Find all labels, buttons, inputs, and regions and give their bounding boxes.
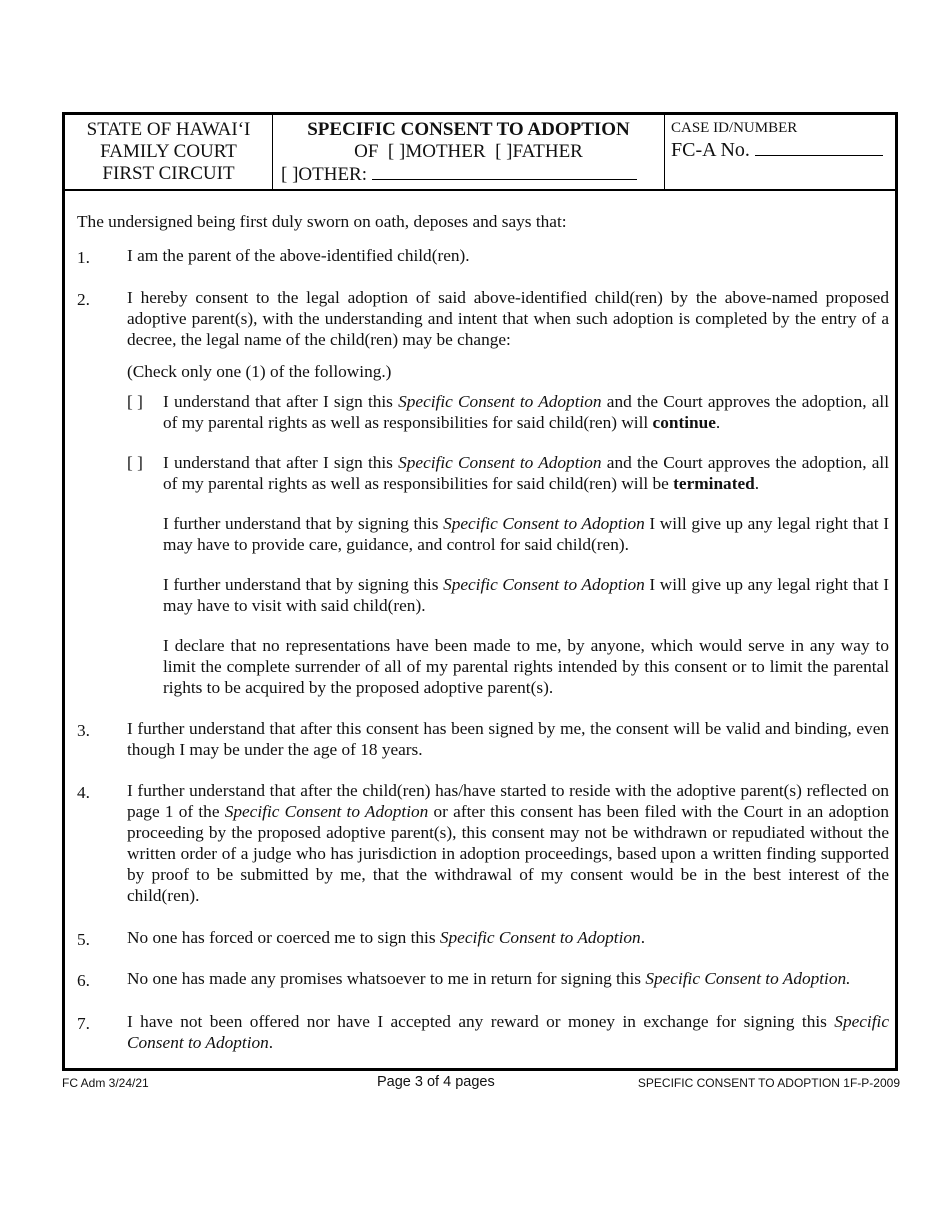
item-number: 7. xyxy=(77,1014,90,1033)
court-line-circuit: FIRST CIRCUIT xyxy=(102,163,235,184)
text-run: I further understand that by signing this xyxy=(163,514,444,533)
footer-page-number: Page 3 of 4 pages xyxy=(377,1074,495,1090)
option-text xyxy=(163,391,889,433)
text-run: I will give up any legal right that I may have to provide care, guidance, and control for said child(ren). xyxy=(163,514,889,554)
continue-checkbox[interactable]: [ ] xyxy=(127,392,143,411)
form-frame xyxy=(62,112,898,1071)
paragraph-declare: I declare that no representations have been made to me, by anyone, which would serve in any way to limit the complete surrender of all of my parental rights intended by this consent or to limit the parental rights to be acquired by the proposed adoptive parent(s). xyxy=(163,636,889,697)
text-run: I further understand that after the child(ren) has/have started to reside with the adoptive parent(s) reflected on page 1 of the xyxy=(127,781,889,821)
fca-line xyxy=(671,137,895,163)
text-run: . xyxy=(715,413,721,432)
case-id-label: CASE ID/NUMBER xyxy=(671,120,798,136)
item-number: 2. xyxy=(77,290,90,309)
intro-text: The undersigned being first duly sworn on oath, deposes and says that: xyxy=(77,212,567,231)
other-line xyxy=(273,163,664,186)
text-run: I will give up any legal right that I may have to visit with said child(ren). xyxy=(163,575,889,615)
item-text xyxy=(127,780,889,906)
continue-bold: continue xyxy=(652,413,716,432)
form-title: SPECIFIC CONSENT TO ADOPTION xyxy=(307,119,630,140)
parent-type-line xyxy=(273,141,664,163)
item-number: 6. xyxy=(77,971,90,990)
text-run: I further understand that by signing this xyxy=(163,575,444,594)
text-run: . xyxy=(268,1033,274,1052)
text-run: I have not been offered nor have I accepted any reward or money in exchange for signing this xyxy=(127,1012,835,1031)
other-field[interactable] xyxy=(372,163,637,180)
form-name-italic: Specific Consent to Adoption xyxy=(443,575,645,594)
item-text xyxy=(127,968,889,989)
form-name-italic: Specific Consent to Adoption xyxy=(127,1012,889,1052)
court-info xyxy=(65,115,273,189)
court-line-state: STATE OF HAWAIʻI xyxy=(86,119,251,140)
item-number: 5. xyxy=(77,930,90,949)
item-text: I further understand that after this consent has been signed by me, the consent will be valid and binding, even though I may be under the age of 18 years. xyxy=(127,719,889,759)
text-run: I understand that after I sign this xyxy=(163,453,399,472)
case-id-cell xyxy=(665,115,895,189)
form-name-italic: Specific Consent to Adoption xyxy=(398,392,602,411)
text-run: and the Court approves the adoption, all of my parental rights as well as responsibilities for said child(ren) will xyxy=(163,392,890,432)
form-name-italic: Specific Consent to Adoption xyxy=(443,514,645,533)
court-line-family: FAMILY COURT xyxy=(100,141,237,162)
mother-checkbox[interactable]: [ ]MOTHER xyxy=(387,141,486,162)
fca-label: FC-A No. xyxy=(671,139,750,161)
form-header xyxy=(65,115,895,191)
fca-number-field[interactable] xyxy=(755,137,883,156)
form-name-italic: Specific Consent to Adoption. xyxy=(645,969,851,988)
item-number: 3. xyxy=(77,721,90,740)
form-name-italic: Specific Consent to Adoption xyxy=(398,453,602,472)
footer-form-id: SPECIFIC CONSENT TO ADOPTION 1F-P-2009 xyxy=(637,1076,900,1090)
terminated-checkbox[interactable]: [ ] xyxy=(127,453,143,472)
terminated-bold: terminated xyxy=(673,474,755,493)
text-run: No one has forced or coerced me to sign this xyxy=(127,928,440,947)
form-name-italic: Specific Consent to Adoption xyxy=(439,928,641,947)
footer-form-date: FC Adm 3/24/21 xyxy=(62,1076,149,1090)
text-run: No one has made any promises whatsoever to me in return for signing this xyxy=(127,969,646,988)
item-number: 4. xyxy=(77,783,90,802)
text-run: I understand that after I sign this xyxy=(163,392,399,411)
text-run: . xyxy=(754,474,760,493)
text-run: or after this consent has been filed with the Court in an adoption proceeding by the proposed adoptive parent(s), this consent may not be withdrawn or repudiated without the written order of a judge who has jurisdiction in adoption proceedings, based upon a written finding supported by proof to be submitted by me, that the withdrawal of my consent would be in the best interest of the child(ren). xyxy=(127,802,889,905)
of-label: OF xyxy=(354,141,379,162)
option-text xyxy=(163,452,889,494)
form-name-italic: Specific Consent to Adoption xyxy=(224,802,429,821)
other-checkbox[interactable]: [ ]OTHER: xyxy=(281,164,368,185)
item-number: 1. xyxy=(77,248,90,267)
item-text xyxy=(127,927,889,948)
father-checkbox[interactable]: [ ]FATHER xyxy=(495,141,583,162)
item-text xyxy=(127,1011,889,1053)
paragraph-visit xyxy=(163,574,889,616)
item-text: I hereby consent to the legal adoption of said above-identified child(ren) by the above-named proposed adoptive parent(s), with the understanding and intent that when such adoption is completed by the entry of a decree, the legal name of the child(ren) may be change: xyxy=(127,288,889,349)
text-run: . xyxy=(640,928,646,947)
text-run: and the Court approves the adoption, all of my parental rights as well as responsibilities for said child(ren) will be xyxy=(163,453,890,493)
item-text: I am the parent of the above-identified child(ren). xyxy=(127,246,470,265)
form-title-cell xyxy=(273,115,665,189)
check-note: (Check only one (1) of the following.) xyxy=(127,362,392,381)
paragraph-care xyxy=(163,513,889,555)
